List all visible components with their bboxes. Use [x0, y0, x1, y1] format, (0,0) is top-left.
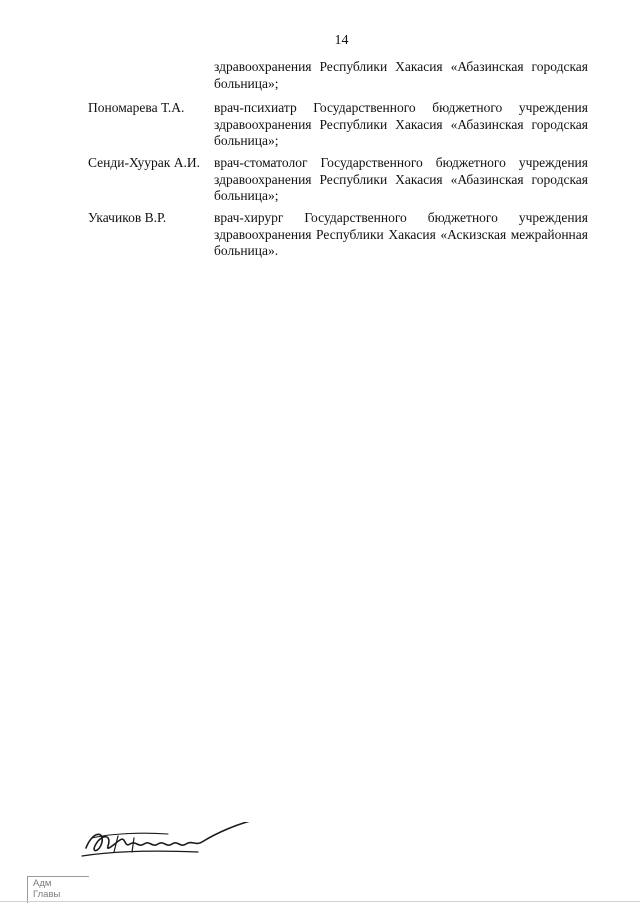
registration-stamp: [27, 876, 89, 903]
entry-description: врач-психиатр Государственного бюджетного учреждения здравоохранения Республики Хакасия «Абазинская городская больница»;: [214, 100, 588, 148]
page-number: 14: [334, 33, 349, 48]
entry-description: врач-стоматолог Государственного бюджетного учреждения здравоохранения Республики Хакасия «Абазинская городская больница»;: [214, 155, 588, 203]
entry-description: врач-хирург Государственного бюджетного учреждения здравоохранения Республики Хакасия «Аскизская межрайонная больница».: [214, 210, 588, 258]
stamp-line: Главы: [33, 889, 61, 900]
entry-description: здравоохранения Республики Хакасия «Абазинская городская больница»;: [214, 59, 588, 91]
stamp-line: Адм: [33, 878, 52, 889]
handwritten-signature: [78, 822, 258, 862]
entry-name: Укачиков В.Р.: [88, 210, 167, 225]
entry-name: Сенди-Хуурак А.И.: [88, 155, 200, 170]
page-edge-line: [0, 901, 640, 902]
entry-name: Пономарева Т.А.: [88, 100, 185, 115]
